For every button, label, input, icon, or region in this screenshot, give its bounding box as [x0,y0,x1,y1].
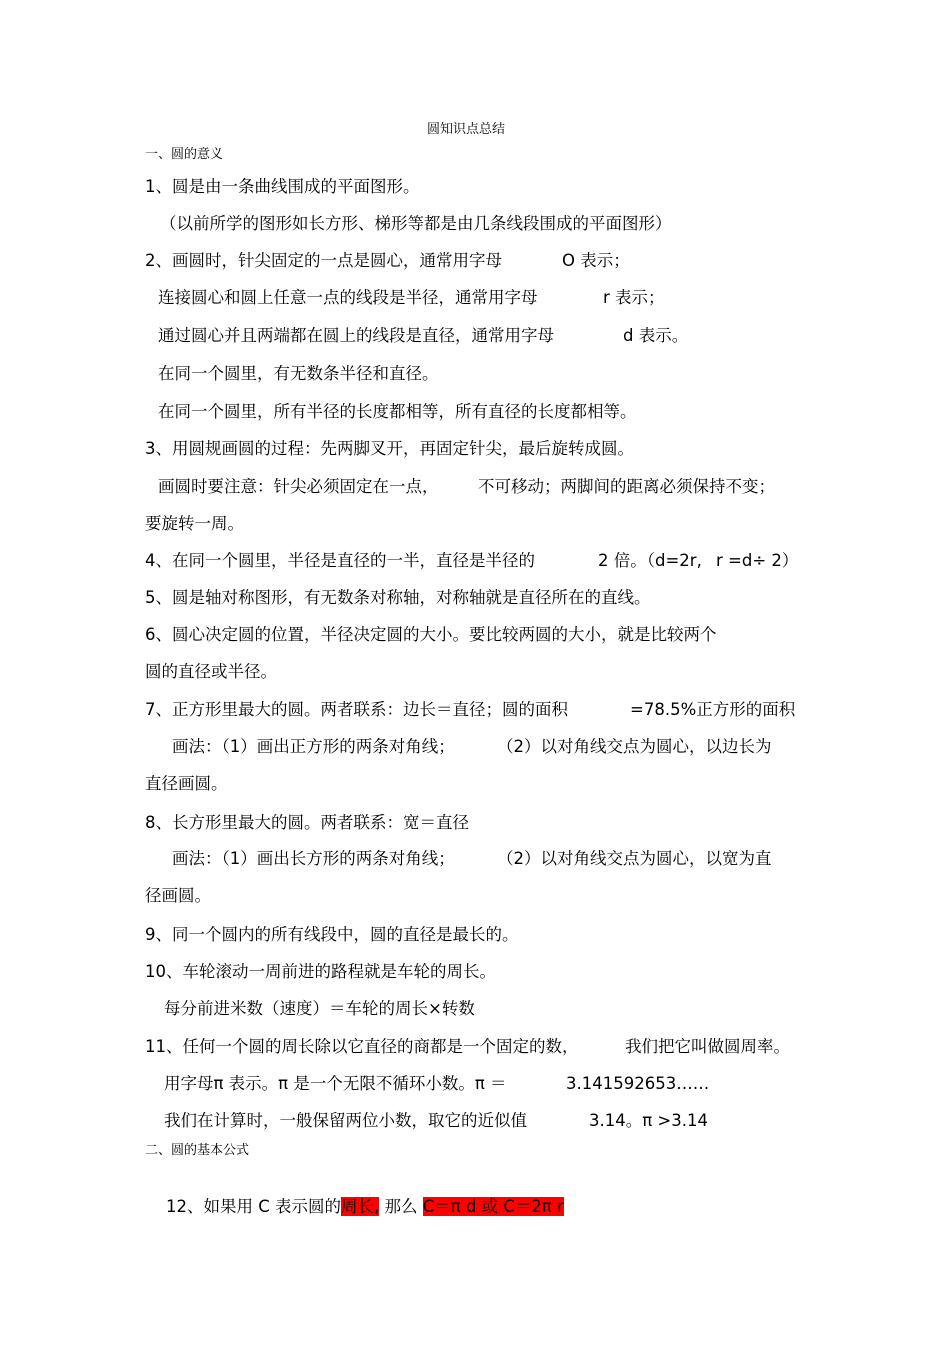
line-17: 直径画圆。 [145,774,228,793]
line-2: （以前所学的图形如长方形、梯形等都是由几条线段围成的平面图形） [160,214,672,233]
line-16-part-b: （2）以对角线交点为圆心，以边长为 [497,737,772,756]
line-19-part-b: （2）以对角线交点为圆心，以宽为直 [497,849,772,868]
line-25-part-b: 3.141592653…… [566,1074,710,1093]
line-27 [145,1174,564,1240]
line-13: 6、圆心决定圆的位置，半径决定圆的大小。要比较两圆的大小，就是比较两个 [145,625,717,644]
line-6: 在同一个圆里，有无数条半径和直径。 [158,364,439,383]
line-10: 要旋转一周。 [145,514,244,533]
line-24-part-a: 11、任何一个圆的周长除以它直径的商都是一个固定的数， [145,1037,579,1056]
line-26-part-b: 3.14。π >3.14 [589,1111,708,1130]
line-3-part-b: O 表示； [562,251,630,270]
line-19-part-a: 画法：（1）画出长方形的两条对角线； [172,849,455,868]
line-12: 5、圆是轴对称图形，有无数条对称轴，对称轴就是直径所在的直线。 [145,588,651,607]
section-heading-1: 一、圆的意义 [145,147,224,162]
line-5-part-b: d 表示。 [623,326,689,345]
line-9-part-a: 画圆时要注意：针尖必须固定在一点， [158,477,439,496]
line-16-part-a: 画法：（1）画出正方形的两条对角线； [172,737,455,756]
page-title: 圆知识点总结 [427,122,506,137]
line-15-part-a: 7、正方形里最大的圆。两者联系：边长＝直径；圆的面积 [145,700,568,719]
line-1: 1、圆是由一条曲线围成的平面图形。 [145,177,420,196]
line-21: 9、同一个圆内的所有线段中，圆的直径是最长的。 [145,925,519,944]
line-9-part-b: 不可移动；两脚间的距离必须保持不变； [478,477,775,496]
line-8: 3、用圆规画圆的过程：先两脚叉开，再固定针尖，最后旋转成圆。 [145,439,634,458]
line-11-part-c: r =d÷ 2） [716,551,799,570]
line-22: 10、车轮滚动一周前进的路程就是车轮的周长。 [145,962,496,981]
line-4-part-b: r 表示； [603,288,665,307]
line-26-part-a: 我们在计算时，一般保留两位小数，取它的近似值 [164,1111,527,1130]
line-3-part-a: 2、画圆时，针尖固定的一点是圆心，通常用字母 [145,251,502,270]
line-24-part-b: 我们把它叫做圆周率。 [625,1037,790,1056]
line-27-prefix: 12、如果用 C 表示圆的 [165,1197,341,1216]
section-heading-2: 二、圆的基本公式 [145,1143,250,1158]
line-4-part-a: 连接圆心和圆上任意一点的线段是半径，通常用字母 [158,288,538,307]
line-11-part-a: 4、在同一个圆里，半径是直径的一半，直径是半径的 [145,551,535,570]
highlight-formula: C＝π d 或 C＝2π r [422,1197,564,1216]
line-20: 径画圆。 [145,886,211,905]
line-7: 在同一个圆里，所有半径的长度都相等，所有直径的长度都相等。 [158,402,637,421]
highlight-circumference: 周长, [341,1197,380,1216]
line-23: 每分前进米数（速度）＝车轮的周长×转数 [164,999,475,1018]
line-27-middle: 那么 [379,1197,423,1216]
line-11-part-b: 2 倍。（d=2r, [598,551,702,570]
line-5-part-a: 通过圆心并且两端都在圆上的线段是直径，通常用字母 [158,326,554,345]
line-14: 圆的直径或半径。 [145,662,277,681]
line-18: 8、长方形里最大的圆。两者联系：宽＝直径 [145,813,469,832]
line-15-part-b: =78.5%正方形的面积 [630,700,796,719]
line-25-part-a: 用字母π 表示。π 是一个无限不循环小数。π ＝ [164,1074,507,1093]
